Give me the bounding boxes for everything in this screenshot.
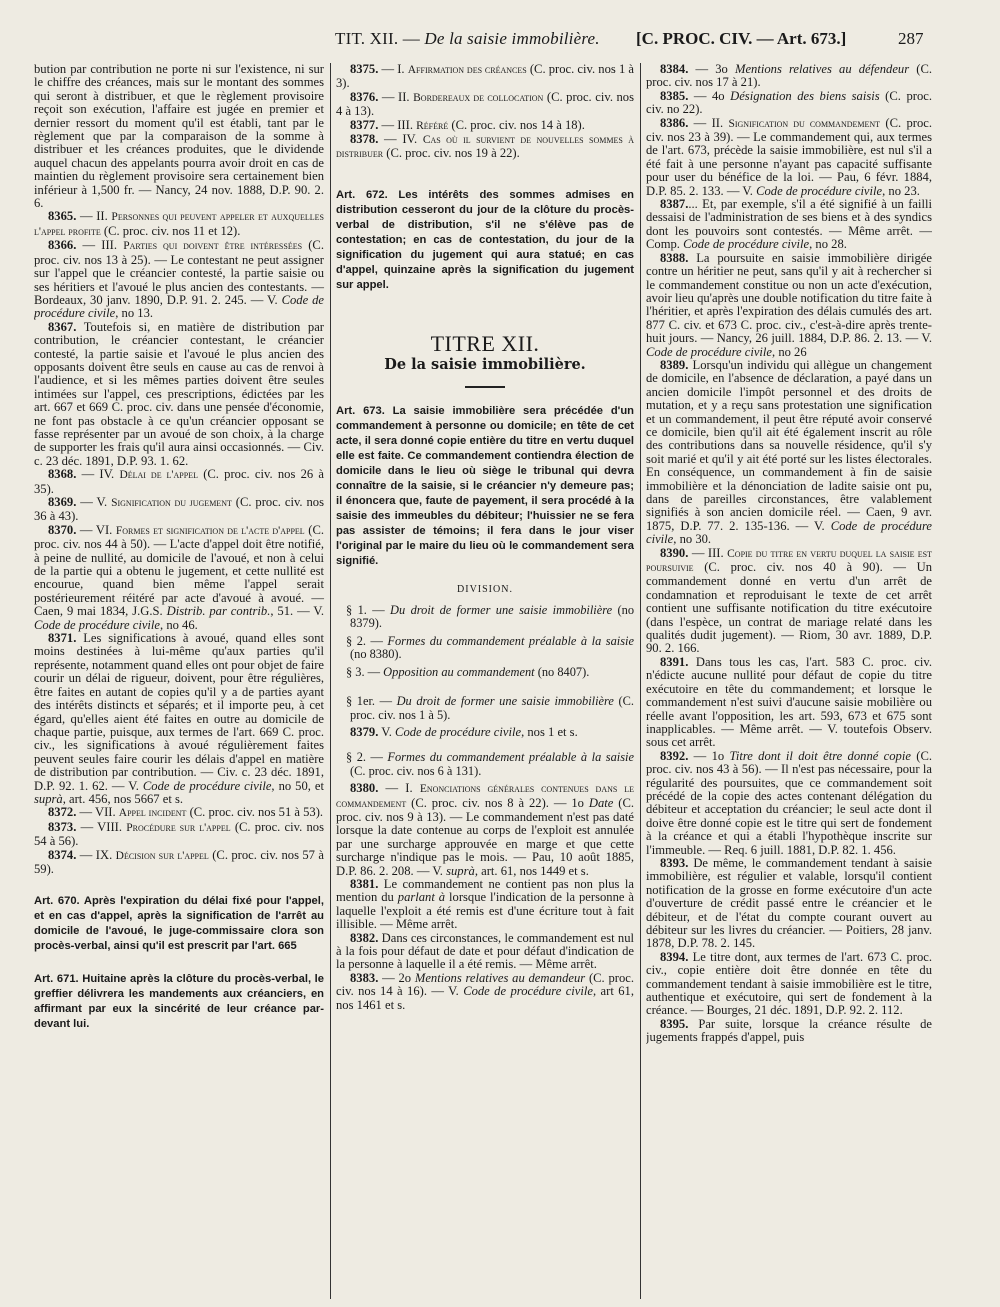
paragraph-number: 8381. bbox=[350, 876, 379, 891]
article-672: Art. 672. Les intérêts des sommes admises en distribution cesseront du jour de la clôture du procès-verbal de distribution, s'il ne s'élève pas de contestation; en cas de contestation, du jour de la signification du jugement qui aura statué; en cas d'appel, quinzaine après la signification du jugement sur appel. bbox=[336, 188, 634, 291]
text: La poursuite en saisie immobilière dirigée contre un héritier ne peut, sans qu'il y ait à rechercher si le commandement constitue ou non un acte d'exécution, avoir lieu qu'après une double notification du titre faite à l'héritier, et après l'expiration des délais cumulés des art. 877 C. civ. et 673 C. proc. civ., c'est-à-dire après trente-huit jours. — Nancy, 26 juill. 1884, D.P. 86. 2. 13. — V. bbox=[646, 250, 932, 346]
paragraph-number: 8392. bbox=[660, 748, 689, 763]
paragraph-number: 8378. bbox=[350, 132, 379, 147]
paragraph-number: 8369. bbox=[48, 495, 77, 509]
paragraph-number: 8386. bbox=[660, 115, 689, 130]
text: — 3o bbox=[688, 63, 735, 76]
citation: Mentions relatives au défendeur bbox=[734, 63, 910, 76]
text: — 1o bbox=[688, 748, 730, 763]
section-heading: Copie du titre en vertu duquel la saisie est poursuivie bbox=[646, 547, 932, 575]
paragraph-8374 bbox=[34, 849, 324, 877]
paragraph-number: 8366. bbox=[48, 238, 77, 253]
text: , nos 1 et s. bbox=[521, 724, 578, 739]
paragraph-8387 bbox=[646, 198, 932, 252]
paragraph-8382 bbox=[336, 932, 634, 972]
text: § 3. — bbox=[346, 664, 384, 679]
paragraph-number: 8379. bbox=[350, 724, 379, 739]
text: Par suite, lorsque la créance résulte de jugements frappés d'appel, puis bbox=[646, 1016, 932, 1045]
paragraph-8367 bbox=[34, 321, 324, 468]
text: — VI. bbox=[76, 522, 116, 537]
division-heading: DIVISION. bbox=[457, 583, 513, 595]
header-title-main: TIT. XII. — bbox=[335, 29, 425, 48]
paragraph-number: 8383. bbox=[350, 970, 379, 985]
text: Le commandement ne contient pas non plus la mention du bbox=[336, 876, 634, 905]
paragraph-number: 8368. bbox=[48, 467, 77, 482]
paragraph-number: 8374. bbox=[48, 847, 77, 862]
paragraph-number: 8388. bbox=[660, 250, 689, 265]
text: (C. proc. civ. nos 6 à 131). bbox=[350, 763, 482, 778]
section-title: Opposition au commandement bbox=[383, 664, 535, 679]
text: (C. proc. civ. nos 14 à 16). — V. bbox=[336, 970, 634, 999]
paragraph-number: 8382. bbox=[350, 930, 379, 945]
text: (C. proc. civ. nos 36 à 43). bbox=[34, 495, 324, 524]
column-right bbox=[646, 63, 932, 1299]
citation: suprà bbox=[446, 863, 475, 878]
citation: Titre dont il doit être donné copie bbox=[729, 748, 911, 763]
paragraph-number: 8393. bbox=[660, 855, 689, 870]
text: , art. 61, nos 1449 et s. bbox=[474, 863, 589, 878]
section-title: Du droit de former une saisie immobilière bbox=[396, 694, 614, 709]
paragraph-number: 8376. bbox=[350, 89, 379, 104]
text: — IX. bbox=[76, 847, 116, 862]
text: , no 50, et bbox=[271, 778, 324, 793]
paragraph-8380 bbox=[336, 782, 634, 878]
text: (C. proc. civ. nos 23 à 39). — Le commandement qui, aux termes de l'art. 673, précède la saisie immobilière, est nul s'il a été fait à une personne n'ayant pas capacité suffisante pour user du bénéfice de la loi. — Pau, 6 févr. 1884, D.P. 85. 2. 133. — V. bbox=[646, 115, 932, 198]
citation: Désignation des biens saisis bbox=[730, 88, 880, 103]
text: (no 8380). bbox=[350, 647, 402, 662]
text: — IV. bbox=[76, 467, 120, 482]
paragraph-number: 8370. bbox=[48, 522, 77, 537]
paragraph-number: 8372. bbox=[48, 805, 77, 820]
text: , art. 456, nos 5667 et s. bbox=[62, 791, 184, 806]
text: § 1er. — bbox=[346, 694, 397, 709]
text: , no 23. bbox=[882, 183, 920, 198]
paragraph-number: 8377. bbox=[350, 117, 379, 132]
division-item-2 bbox=[336, 635, 634, 662]
paragraph-number: 8373. bbox=[48, 819, 77, 834]
text: — I. bbox=[378, 781, 420, 796]
paragraph-8377 bbox=[336, 119, 634, 133]
text: (C. proc. civ. nos 19 à 22). bbox=[383, 146, 520, 161]
division-item-3 bbox=[336, 666, 634, 679]
text: — 2o bbox=[378, 970, 415, 985]
section-heading: Enonciations générales contenues dans le commandement bbox=[336, 783, 634, 810]
text: — III. bbox=[76, 238, 124, 253]
paragraph-8384 bbox=[646, 63, 932, 90]
paragraph-number: 8390. bbox=[660, 545, 689, 560]
article-671: Art. 671. Huitaine après la clôture du procès-verbal, le greffier délivrera les mandements aux créanciers, en affirmant par eux la sincérité de leur créance par-devant lui. bbox=[34, 973, 324, 1031]
citation: parlant à bbox=[397, 890, 446, 905]
paragraph-number: 8385. bbox=[660, 88, 689, 103]
paragraph-8388 bbox=[646, 252, 932, 359]
text: (C. proc. civ. nos 43 à 56). — Il n'est pas nécessaire, pour la régularité des poursuites, que ce commandement soit précédé de la copie des actes contenant délégation du débiteur et acceptation du créancier; le seul acte dont il doive être donné copie est le titre qui sert de fondement à la créance et qui a établi l'hypothèque inscrite sur l'immeuble. — Req. 6 juill. 1881, D.P. 82. 1. 456. bbox=[646, 748, 932, 857]
section-heading: Procédure sur l'appel bbox=[126, 821, 231, 834]
citation: Code de procédure civile bbox=[646, 518, 932, 547]
text: (C. proc. civ. nos 1 à 5). bbox=[350, 694, 634, 722]
section-heading: Appel incident bbox=[118, 807, 187, 820]
page-number: 287 bbox=[898, 29, 924, 48]
citation: Date bbox=[588, 795, 614, 810]
paragraph-8393 bbox=[646, 857, 932, 951]
section-1-heading bbox=[336, 695, 634, 722]
text: (no 8407). bbox=[534, 664, 590, 679]
paragraph-8385 bbox=[646, 90, 932, 117]
text: (C. proc. civ. nos 26 à 35). bbox=[34, 467, 325, 496]
paragraph-8389 bbox=[646, 359, 932, 547]
citation: Code de procédure civile bbox=[34, 292, 324, 321]
paragraph-8392 bbox=[646, 750, 932, 857]
paragraph-8391 bbox=[646, 656, 932, 750]
text: , art 61, nos 1461 et s. bbox=[336, 984, 634, 1012]
paragraph-8368 bbox=[34, 468, 324, 496]
text: — VIII. bbox=[76, 819, 127, 834]
text: , no 26 bbox=[772, 344, 807, 359]
column-left bbox=[34, 63, 331, 1299]
text: , no 28. bbox=[809, 237, 847, 252]
citation: Code de procédure civile bbox=[463, 984, 593, 999]
paragraph-continuation: bution par contribution ne porte ni sur l'existence, ni sur le chiffre des créances, mais sur le montant des sommes qui seront à distribuer, et que le règlement provisoire reçoit son exécution, l'affaire est jugée en premier et dernier ressort du moment qu'il est établi, tant par le règlement que par la comparaison de la somme à distribuer et les créances produites, que le dividende auquel chacun des appelants pourra avoir droit en cas de maintien du règlement provisoire sera certainement bien inférieur à 1,500 fr. — Nancy, 24 nov. 1888, D.P. 90. 2. 6. bbox=[34, 63, 324, 211]
paragraph-number: 8384. bbox=[660, 63, 689, 76]
text: § 2. — bbox=[346, 633, 388, 648]
article-673: Art. 673. La saisie immobilière sera précédée d'un commandement à personne ou domicile; en tête de cet acte, il sera donné copie entière du titre en vertu duquel elle est faite. Ce commandement contiendra élection de domicile dans le lieu où siège le tribunal qui devra connaître de la saisie, si le créancier n'y demeure pas; il énoncera que, faute de payement, il sera procédé à la saisie des immeubles du débiteur; l'huissier ne se fera pas assister de témoins; il fera dans le jour viser l'original par le maire du lieu où le commandement sera signifié. bbox=[336, 404, 634, 567]
citation: Code de procédure civile bbox=[756, 183, 883, 198]
text: (C. proc. civ. nos 1 à 3). bbox=[336, 63, 634, 91]
paragraph-number: 8367. bbox=[48, 319, 77, 334]
paragraph-8386 bbox=[646, 117, 932, 198]
text: — VII. bbox=[76, 805, 119, 820]
text: (C. proc. civ. no 22). bbox=[646, 88, 932, 117]
citation: Code de procédure civile bbox=[683, 237, 810, 252]
header-title bbox=[335, 29, 600, 48]
paragraph-8376 bbox=[336, 91, 634, 119]
paragraph-number: 8371. bbox=[48, 631, 77, 646]
section-heading: Parties qui doivent être intéressées bbox=[123, 240, 303, 253]
section-heading: Signification du jugement bbox=[111, 497, 232, 509]
text: ... Et, par exemple, s'il a été signifié à un failli dessaisi de l'administration de ses biens et à des syndics dont les pouvoirs sont contestés. — Même arrêt. — Comp. bbox=[646, 197, 932, 252]
section-heading: Formes et signification de l'acte d'appel bbox=[115, 524, 305, 537]
paragraph-8379 bbox=[336, 726, 634, 739]
section-heading: Délai de l'appel bbox=[119, 469, 198, 482]
paragraph-8394 bbox=[646, 951, 932, 1018]
text: — II. bbox=[378, 89, 414, 104]
text: , 51. — V. bbox=[270, 604, 324, 619]
paragraph-8395 bbox=[646, 1018, 932, 1045]
paragraph-number: 8395. bbox=[660, 1016, 689, 1031]
citation: Distrib. par contrib. bbox=[166, 604, 271, 619]
text: Lorsqu'un individu qui allègue un changement de domicile, en l'absence de déclaration, a payé dans un ancien domicile l'impôt personnel et des droits de mutation, et y a reçu sans protestation une signification et un commandement, il peut être réputé avoir conservé ce domicile, bien qu'il ait été également inscrit au rôle des contributions dans sa nouvelle résidence, qu'il s'y soit marié et qu'il y ait été porté sur les listes électorales. En conséquence, un commandement à fin de saisie immobilière et la dénonciation de ladite saisie ont pu, dans de pareilles circonstances, être valablement signifiés à son ancien domicile réel. — Caen, 9 avr. 1875, D.P. 77. 2. 135-136. — V. bbox=[646, 357, 932, 533]
text: Dans ces circonstances, le commandement est nul à la fois pour défaut de date et pour défaut d'indication de la personne à laquelle il a été remis. — Même arrêt. bbox=[336, 930, 634, 972]
text: (C. proc. civ. nos 4 à 13). bbox=[336, 89, 635, 119]
paragraph-number: 8380. bbox=[350, 781, 379, 796]
text: lorsque l'indication de la personne à laquelle l'exploit a été remis est d'une écriture tout à fait illisible. — Même arrêt. bbox=[336, 890, 634, 932]
paragraph-number: 8391. bbox=[660, 654, 689, 669]
text: — 4o bbox=[688, 88, 731, 103]
text: — III. bbox=[688, 545, 728, 560]
text: (C. proc. civ. nos 13 à 25). — Le contestant ne peut assigner sur l'appel que le créancier contesté, la partie saisie ou ses héritiers et l'avoué le plus ancien des contestants. — Bordeaux, 30 janv. 1890, D.P. 91. 2. 245. — V. bbox=[34, 238, 324, 307]
section-heading: Référé bbox=[416, 119, 449, 132]
section-title: Formes du commandement préalable à la saisie bbox=[387, 633, 635, 648]
paragraph-number: 8394. bbox=[660, 949, 689, 964]
section-heading: Signification du commandement bbox=[728, 117, 881, 130]
text: — II. bbox=[688, 115, 729, 130]
division-item-1 bbox=[336, 604, 634, 631]
paragraph-8383 bbox=[336, 972, 634, 1012]
text: § 2. — bbox=[346, 750, 388, 765]
section-heading: Cas où il survient de nouvelles sommes à distribuer bbox=[336, 134, 634, 161]
section-title: Du droit de former une saisie immobilière bbox=[390, 603, 613, 618]
text: (C. proc. civ. nos 57 à 59). bbox=[34, 847, 324, 876]
citation: Mentions relatives au demandeur bbox=[414, 970, 586, 985]
text: § 1. — bbox=[346, 603, 391, 618]
paragraph-8372 bbox=[34, 806, 324, 820]
paragraph-8373 bbox=[34, 821, 324, 849]
text: V. bbox=[378, 724, 396, 739]
text: , no 13. bbox=[115, 306, 154, 321]
article-670: Art. 670. Après l'expiration du délai fixé pour l'appel, et en cas d'appel, après la signification de l'arrêt au domicile de l'avoué, le juge-commissaire clora son procès-verbal, ainsi qu'il est prescrit par l'art. 665 bbox=[34, 895, 324, 953]
text: — IV. bbox=[378, 132, 423, 147]
text: Dans tous les cas, l'art. 583 C. proc. civ. n'édicte aucune nullité pour défaut de copie du titre exécutoire en tête du commandement; et lorsque le commandement n'est suivi d'aucune saisie mobilière ou réelle avant l'opposition, les art. 593, 673 et 675 sont inapplicables. — Même arrêt. — V. toutefois Observ. sous cet arrêt. bbox=[646, 654, 932, 750]
text: — V. bbox=[76, 495, 112, 509]
text: (C. proc. civ. nos 54 à 56). bbox=[34, 819, 324, 849]
section-heading: Bordereaux de collocation bbox=[413, 91, 544, 104]
citation: Code de procédure civile bbox=[395, 724, 522, 739]
paragraph-8369 bbox=[34, 496, 324, 524]
citation: Code de procédure civile bbox=[646, 344, 773, 359]
text: , no 30. bbox=[673, 532, 712, 547]
paragraph-number: 8389. bbox=[660, 357, 689, 372]
section-heading: Affirmation des créances bbox=[407, 64, 527, 76]
text: (C. proc. civ. nos 40 à 90). — Un commandement donné en vertu d'un arrêt de condamnation et reproduisant le texte de cet arrêt contient une suffisante notification du titre exécutoire (dans l'espèce, un contrat de mariage relaté dans les qualités dudit jugement). — Riom, 30 avr. 1889, D.P. 90. 2. 166. bbox=[646, 560, 932, 656]
header-reference: [C. PROC. CIV. — Art. 673.] bbox=[636, 29, 847, 48]
text: Les significations à avoué, quand elles sont moins destinées à lui-même qu'aux parties qu'il représente, notamment quand elles ont pour objet de faire courir un délai de rigueur, doivent, pour être régulières, être faites en autant de copies qu'il y a de parties ayant des intérêts distincts et séparés; et il importe peu, à cet égard, qu'elles aient été faites en outre au domicile de chaque partie, puisque, aux termes de l'art. 669 C. proc. civ., les significations à avoué régulièrement faites peuvent seules faire courir les délais d'appel en matière de distribution par contribution. — Civ. c. 23 déc. 1891, D.P. 92. 1. 62. — V. bbox=[34, 631, 324, 793]
title-heading: TITRE XII. bbox=[430, 330, 540, 356]
citation: Code de procédure civile bbox=[34, 617, 161, 632]
text: De même, le commandement tendant à saisie immobilière, est régulier et valable, lorsqu'il contient notification de la grosse en forme exécutoire d'un acte d'ouverture de crédit passé entre le créancier et le débiteur, et de l'état du compte courant ouvert au débiteur sur les livres du créancier. — Poitiers, 28 janv. 1878, D.P. 78. 2. 145. bbox=[646, 855, 932, 951]
citation: suprà bbox=[34, 791, 63, 806]
section-2-heading bbox=[336, 751, 634, 778]
text: — I. bbox=[378, 63, 408, 76]
section-title: Formes du commandement préalable à la saisie bbox=[387, 750, 635, 765]
paragraph-8378 bbox=[336, 133, 634, 162]
header-title-italic: De la saisie immobilière. bbox=[424, 29, 600, 48]
text: (C. proc. civ. nos 17 à 21). bbox=[646, 63, 932, 90]
text: (C. proc. civ. nos 44 à 50). — L'acte d'appel doit être notifié, à peine de nullité, au domicile de l'avoué, et non à celui de la partie qui a obtenu le jugement, et cette nullité est encourue, quand bien même l'appel serait postérieurement réitéré par acte d'avoué à avoué. — Caen, 9 mai 1834, J.G.S. bbox=[34, 522, 325, 619]
paragraph-8375 bbox=[336, 63, 634, 91]
text: (C. proc. civ. nos 14 à 18). bbox=[448, 117, 585, 132]
paragraph-number: 8387. bbox=[660, 197, 689, 212]
text: (C. proc. civ. nos 8 à 22). — 1o bbox=[406, 795, 589, 810]
title-subheading: De la saisie immobilière. bbox=[384, 356, 586, 374]
paragraph-8390 bbox=[646, 547, 932, 656]
text: (C. proc. civ. nos 11 et 12). bbox=[100, 223, 241, 238]
text: (C. proc. civ. nos 51 à 53). bbox=[186, 805, 324, 820]
column-middle bbox=[336, 63, 641, 1299]
text: — III. bbox=[378, 117, 417, 132]
text: — II. bbox=[76, 209, 112, 224]
section-heading: Personnes qui peuvent appeler et auxquelles l'appel profite bbox=[34, 211, 325, 238]
text: , no 46. bbox=[160, 617, 198, 632]
paragraph-8365 bbox=[34, 210, 324, 239]
text: (C. proc. civ. nos 9 à 13). — Le commandement n'est pas daté lorsque la date contenue au corps de l'exploit est annulée par une surcharge approuvée en marge et que cette surcharge n'indique pas le mois. — Pau, 10 août 1885, D.P. 86. 2. 208. — V. bbox=[336, 795, 634, 878]
paragraph-number: 8365. bbox=[48, 209, 77, 224]
section-heading: Décision sur l'appel bbox=[115, 849, 209, 862]
paragraph-8371 bbox=[34, 632, 324, 806]
text: Toutefois si, en matière de distribution par contribution, le créancier contestant, le créancier contesté, la partie saisie et l'avoué le plus ancien des opposants doivent être seuls en cause au cas de renvoi à l'audience, et si les mêmes parties doivent être seules intimées sur l'appel, ces prescriptions, édictées par les art. 667 et 669 C. proc. civ. dans une pensée d'économie, ne font pas obstacle à ce qu'un créancier opposant se fasse représenter par un avoué de son choix, à la charge de supporter les frais qu'il aura ainsi occasionnés. — Civ. c. 23 déc. 1891, D.P. 93. 1. 62. bbox=[34, 319, 324, 468]
paragraph-8381 bbox=[336, 878, 634, 932]
text: Le titre dont, aux termes de l'art. 673 C. proc. civ., copie entière doit être donnée en tête du commandement tendant à saisie immobilière est le titre, authentique et exécutoire, qui sert de fondement à la créance. — Bourges, 21 déc. 1891, D.P. 92. 2. 112. bbox=[646, 949, 932, 1018]
paragraph-8366 bbox=[34, 239, 324, 320]
text: (no 8379). bbox=[350, 603, 635, 631]
paragraph-8370 bbox=[34, 524, 324, 632]
paragraph-number: 8375. bbox=[350, 63, 379, 76]
citation: Code de procédure civile bbox=[142, 778, 272, 793]
divider bbox=[465, 386, 505, 388]
running-header bbox=[0, 30, 1000, 52]
